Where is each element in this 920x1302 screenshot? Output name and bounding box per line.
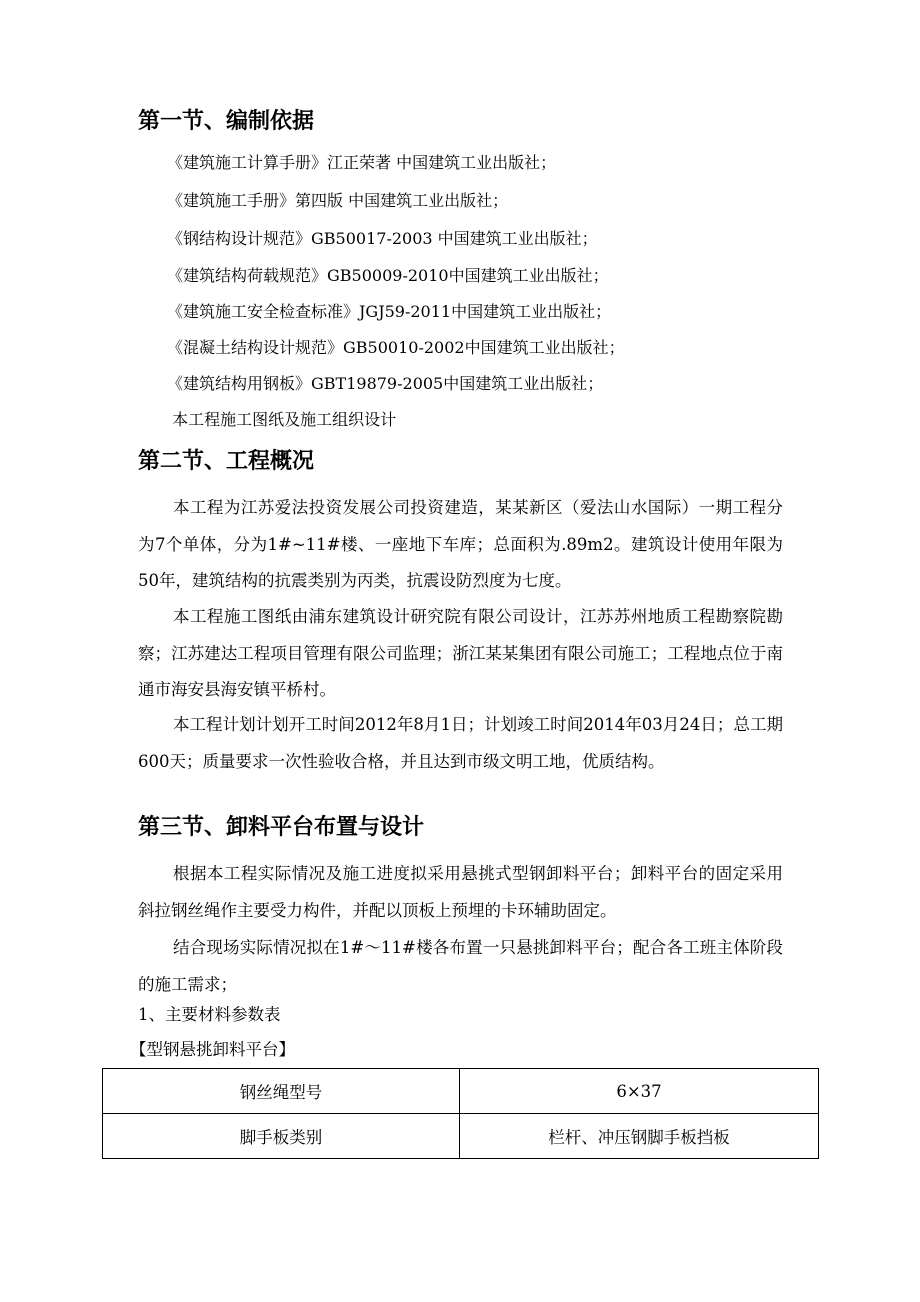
subheading: 1、主要材料参数表 bbox=[138, 1005, 281, 1024]
reference-item: 《混凝土结构设计规范》GB50010-2002中国建筑工业出版社； bbox=[167, 338, 625, 357]
material-parameter-table bbox=[102, 1068, 819, 1159]
table-row bbox=[103, 1114, 819, 1159]
table-row bbox=[103, 1069, 819, 1114]
section-2-heading: 第二节、工程概况 bbox=[138, 449, 315, 474]
reference-item: 《建筑施工计算手册》江正荣著 中国建筑工业出版社； bbox=[167, 153, 557, 172]
reference-item: 《建筑结构用钢板》GBT19879-2005中国建筑工业出版社； bbox=[167, 374, 604, 393]
table-cell: 脚手板类别 bbox=[103, 1114, 460, 1159]
section-3-heading: 第三节、卸料平台布置与设计 bbox=[138, 815, 425, 840]
reference-item: 本工程施工图纸及施工组织设计 bbox=[167, 410, 397, 429]
paragraph: 本工程计划计划开工时间2012年8月1日；计划竣工时间2014年03月24日；总工期600天；质量要求一次性验收合格，并且达到市级文明工地，优质结构。 bbox=[138, 715, 783, 771]
table-caption: 【型钢悬挑卸料平台】 bbox=[130, 1040, 295, 1059]
table-cell: 6×37 bbox=[460, 1069, 819, 1114]
section-1-heading: 第一节、编制依据 bbox=[138, 109, 315, 134]
reference-item: 《钢结构设计规范》GB50017-2003 中国建筑工业出版社； bbox=[167, 229, 598, 248]
table-cell: 栏杆、冲压钢脚手板挡板 bbox=[460, 1114, 819, 1159]
paragraph: 本工程为江苏爱法投资发展公司投资建造，某某新区（爱法山水国际）一期工程分为7个单体，分为1#~11#楼、一座地下车库；总面积为.89m2。建筑设计使用年限为50年，建筑结构的抗震类别为丙类，抗震设防烈度为七度。 bbox=[138, 498, 783, 590]
reference-item: 《建筑结构荷载规范》GB50009-2010中国建筑工业出版社； bbox=[167, 266, 609, 285]
reference-item: 《建筑施工安全检查标准》JGJ59-2011中国建筑工业出版社； bbox=[167, 302, 612, 321]
table-cell: 钢丝绳型号 bbox=[103, 1069, 460, 1114]
reference-item: 《建筑施工手册》第四版 中国建筑工业出版社； bbox=[167, 191, 509, 210]
paragraph: 结合现场实际情况拟在1#～11#楼各布置一只悬挑卸料平台；配合各工班主体阶段的施工需求； bbox=[138, 938, 783, 994]
paragraph: 本工程施工图纸由浦东建筑设计研究院有限公司设计，江苏苏州地质工程勘察院勘察；江苏建达工程项目管理有限公司监理；浙江某某集团有限公司施工；工程地点位于南通市海安县海安镇平桥村。 bbox=[138, 607, 783, 699]
paragraph: 根据本工程实际情况及施工进度拟采用悬挑式型钢卸料平台；卸料平台的固定采用斜拉钢丝绳作主要受力构件，并配以顶板上预埋的卡环辅助固定。 bbox=[138, 864, 783, 920]
